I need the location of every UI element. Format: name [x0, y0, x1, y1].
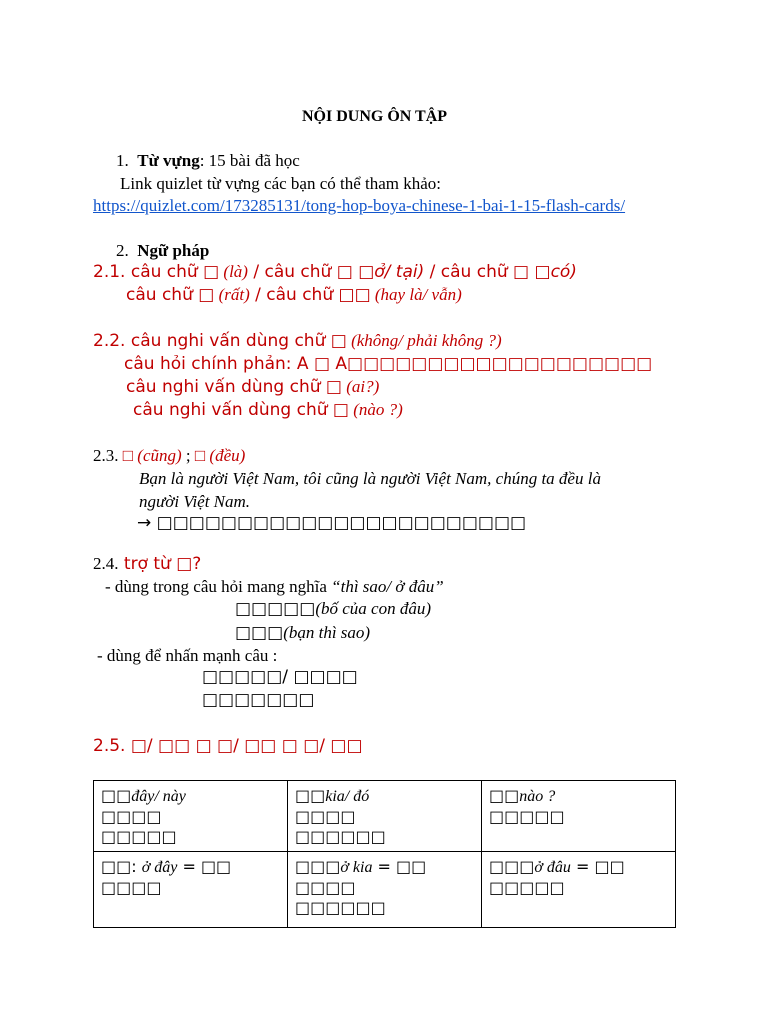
- g23-example-2: người Việt Nam.: [139, 492, 251, 511]
- section-label: Từ vựng: [137, 151, 200, 170]
- g24-ex1-it: (bố của con đâu): [315, 599, 431, 618]
- table-cell-this: [94, 781, 288, 852]
- g21-co: có): [550, 262, 577, 282]
- cell-vi: ở đâu: [534, 859, 571, 876]
- g24-title: trợ từ □?: [118, 554, 202, 574]
- g21-o-tai: ở/ tại): [374, 262, 425, 282]
- cell-cjk: □□□: [489, 857, 535, 876]
- g24-usage-2: - dùng để nhấn mạnh câu :: [97, 646, 278, 665]
- table-row: [94, 852, 676, 928]
- g24-example-3: □□□□□/ □□□□: [202, 667, 358, 687]
- g24-l1: - dùng trong câu hỏi mang nghĩa: [105, 577, 332, 596]
- g21-line2-b: / câu chữ □□: [249, 285, 371, 305]
- g21-slash2: / câu chữ □ □: [424, 262, 551, 282]
- g21-rat: (rất): [214, 285, 250, 304]
- section-number: 2.: [116, 241, 129, 260]
- cell-cjk: □□□□: [295, 878, 356, 897]
- table-cell-there: [288, 852, 482, 928]
- g24-example-4: □□□□□□□: [202, 690, 315, 710]
- cell-cjk: □□□: [295, 857, 341, 876]
- table-cell-which: [482, 781, 676, 852]
- section-vocabulary: [116, 150, 300, 172]
- g24-l1-it: “thì sao/ ở đâu”: [331, 577, 444, 596]
- g21-slash1: / câu chữ □ □: [247, 262, 375, 282]
- g24-example-1: [235, 598, 431, 620]
- cell-cjk: □□:: [101, 857, 142, 876]
- g24-num: 2.4.: [93, 554, 119, 573]
- cell-vi: ở đây: [141, 859, 178, 876]
- cell-cjk: □□□□□□: [295, 898, 386, 917]
- cell-cjk: □□□□□□: [295, 827, 386, 846]
- quizlet-link[interactable]: https://quizlet.com/173285131/tong-hop-boya-chinese-1-bai-1-15-flash-cards/: [93, 196, 626, 215]
- g21-prefix: 2.1. câu chữ □: [93, 262, 220, 282]
- grammar-2-2-line2: câu hỏi chính phản: A □ A□□□□□□□□□□□□□□□□□□□: [124, 354, 653, 374]
- g21-hay: (hay là/ vẫn): [370, 285, 462, 304]
- g23-sep: ;: [181, 446, 195, 465]
- g21-line2-a: câu chữ □: [126, 285, 215, 305]
- table-cell-where: [482, 852, 676, 928]
- g22-l3-note: (ai?): [341, 377, 380, 396]
- g24-ex2: □□□: [235, 623, 284, 643]
- g22-l1-note: (không/ phải không ?): [346, 331, 502, 350]
- section-label: Ngữ pháp: [137, 241, 210, 260]
- g24-ex1: □□□□□: [235, 599, 316, 619]
- g23-num: 2.3.: [93, 446, 119, 465]
- g23-example-3: → □□□□□□□□□□□□□□□□□□□□□□□: [137, 513, 527, 533]
- cell-vi: kia/ đó: [325, 788, 370, 805]
- cell-vi: nào ?: [519, 788, 556, 805]
- grammar-2-5-title: 2.5. □/ □□ □ □/ □□ □ □/ □□: [93, 736, 363, 756]
- grammar-2-2-line4: [133, 399, 403, 421]
- grammar-2-3-title: [93, 445, 245, 467]
- table-row: [94, 781, 676, 852]
- g22-l3: câu nghi vấn dùng chữ □: [126, 377, 342, 397]
- grammar-2-1-line2: [126, 284, 462, 306]
- cell-cjk: □□□□□: [489, 807, 565, 826]
- cell-cjk: □□□□: [101, 878, 162, 897]
- cell-tail: = □□: [570, 857, 625, 876]
- link-intro: Link quizlet từ vựng các bạn có thể tham khảo:: [120, 174, 442, 193]
- section-text: : 15 bài đã học: [199, 151, 300, 170]
- g23-w2: □: [194, 446, 206, 465]
- g22-l4: câu nghi vấn dùng chữ □: [133, 400, 349, 420]
- cell-tail: = □□: [372, 857, 427, 876]
- section-grammar: [116, 240, 209, 262]
- grammar-2-4-title: [93, 553, 201, 575]
- cell-cjk: □□□□: [101, 807, 162, 826]
- page-title: NỘI DUNG ÔN TẬP: [302, 108, 448, 125]
- g23-w1-note: (cũng): [133, 446, 182, 465]
- cell-cjk: □□: [101, 786, 132, 805]
- cell-vi: ở kia: [340, 859, 373, 876]
- section-number: 1.: [116, 151, 129, 170]
- grammar-2-2-line1: [93, 330, 502, 352]
- cell-tail: = □□: [177, 857, 232, 876]
- table-cell-here: [94, 852, 288, 928]
- demonstratives-table: [93, 780, 676, 928]
- cell-vi: đây/ này: [131, 788, 186, 805]
- g22-l1: 2.2. câu nghi vấn dùng chữ □: [93, 331, 347, 351]
- g24-example-2: [235, 622, 370, 644]
- cell-cjk: □□: [489, 786, 520, 805]
- g23-w1: □: [118, 446, 134, 465]
- g21-la: (là): [219, 262, 248, 281]
- grammar-2-2-line3: [126, 376, 379, 398]
- cell-cjk: □□□□□: [489, 878, 565, 897]
- g22-l4-note: (nào ?): [348, 400, 403, 419]
- g23-w2-note: (đều): [205, 446, 246, 465]
- cell-cjk: □□□□: [295, 807, 356, 826]
- table-cell-that: [288, 781, 482, 852]
- cell-cjk: □□□□□: [101, 827, 177, 846]
- g24-usage-1: [105, 576, 444, 598]
- g24-ex2-it: (bạn thì sao): [283, 623, 371, 642]
- cell-cjk: □□: [295, 786, 326, 805]
- grammar-2-1-line1: [93, 261, 577, 283]
- g23-example-1: Bạn là người Việt Nam, tôi cũng là người Việt Nam, chúng ta đều là: [139, 469, 601, 488]
